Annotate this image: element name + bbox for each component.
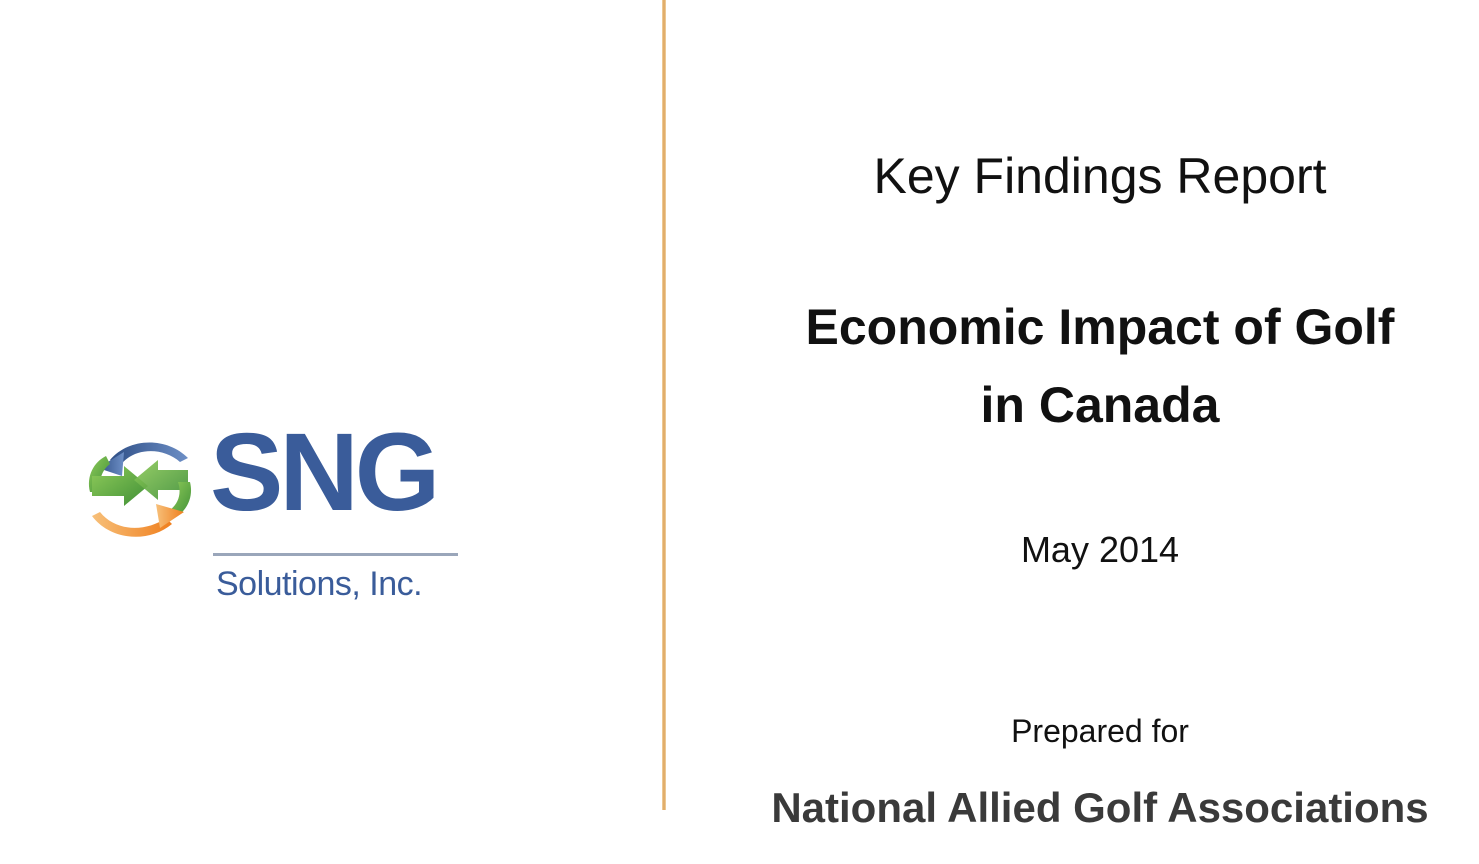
report-title-line-1: Economic Impact of Golf: [805, 299, 1395, 355]
vertical-divider: [662, 0, 666, 810]
client-name: National Allied Golf Associations: [771, 784, 1429, 831]
logo-subtitle: Solutions, Inc.: [216, 565, 423, 603]
report-title: [740, 288, 1460, 444]
logo-rule: [213, 553, 458, 556]
report-date: May 2014: [1020, 529, 1180, 570]
logo-wordmark: SNG: [210, 411, 437, 534]
circular-arrows-icon: [84, 432, 196, 546]
company-logo: [84, 411, 464, 617]
report-type: Key Findings Report: [873, 148, 1327, 204]
report-title-line-2: in Canada: [980, 377, 1220, 433]
prepared-for-label: Prepared for: [1011, 713, 1189, 749]
